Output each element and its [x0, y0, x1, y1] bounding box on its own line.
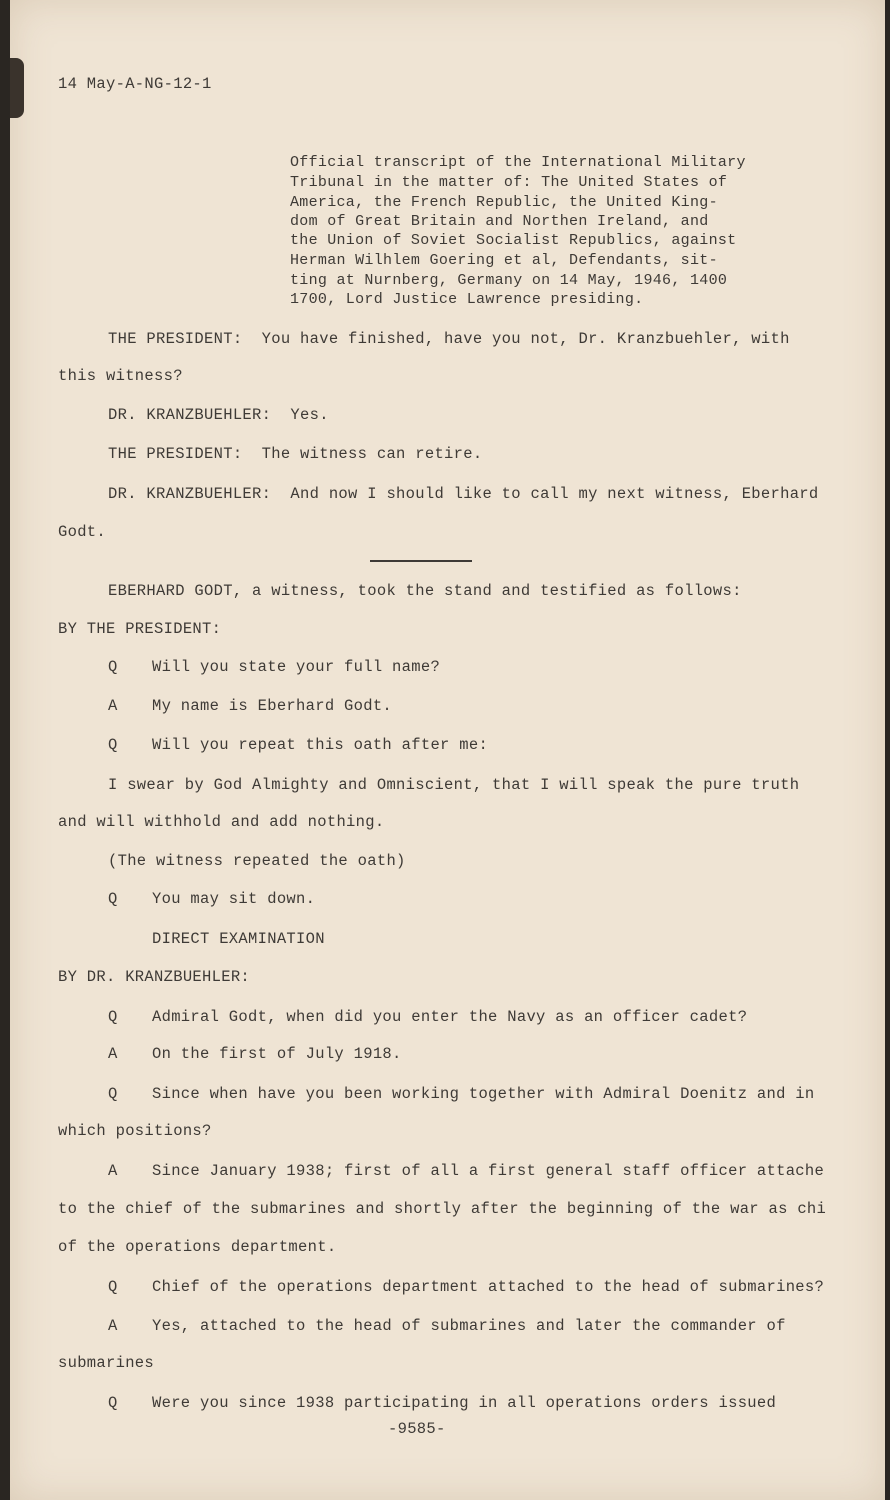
q-marker: Q [108, 736, 118, 754]
question-3: You may sit down. [152, 890, 316, 908]
caption-line-4: dom of Great Britain and Northen Ireland, and [290, 213, 709, 230]
question-5: Since when have you been working together with Admiral Doenitz and in [152, 1085, 815, 1103]
answer-6-cont: submarines [58, 1354, 155, 1372]
by-the-president: BY THE PRESIDENT: [58, 620, 222, 638]
q-marker: Q [108, 1085, 118, 1103]
answer-6: Yes, attached to the head of submarines and later the commander of [152, 1317, 786, 1335]
question-6: Chief of the operations department attached to the head of submarines? [152, 1278, 825, 1296]
question-5-cont: which positions? [58, 1122, 212, 1140]
paragraph-president-2: THE PRESIDENT: The witness can retire. [108, 445, 483, 463]
a-marker: A [108, 1045, 118, 1063]
caption-line-7: ting at Nurnberg, Germany on 14 May, 1946, 1400 [290, 272, 728, 289]
oath-note: (The witness repeated the oath) [108, 852, 406, 870]
question-1: Will you state your full name? [152, 658, 441, 676]
direct-examination-heading: DIRECT EXAMINATION [152, 930, 325, 948]
answer-1: My name is Eberhard Godt. [152, 697, 393, 715]
oath-text: I swear by God Almighty and Omniscient, that I will speak the pure truth [108, 776, 800, 794]
witness-intro: EBERHARD GODT, a witness, took the stand and testified as follows: [108, 582, 742, 600]
caption-line-6: Herman Wilhlem Goering et al, Defendants, sit- [290, 252, 718, 269]
q-marker: Q [108, 1278, 118, 1296]
section-divider [370, 560, 472, 562]
caption-line-1: Official transcript of the International Military [290, 154, 746, 171]
question-2: Will you repeat this oath after me: [152, 736, 489, 754]
by-dr-kranzbuehler: BY DR. KRANZBUEHLER: [58, 968, 251, 986]
caption-line-5: the Union of Soviet Socialist Republics, against [290, 232, 737, 249]
torn-edge [10, 58, 24, 118]
caption-line-3: America, the French Republic, the United King- [290, 194, 718, 211]
page-number: -9585- [388, 1420, 446, 1438]
q-marker: Q [108, 1394, 118, 1412]
oath-text-cont: and will withhold and add nothing. [58, 813, 385, 831]
a-marker: A [108, 1162, 118, 1180]
answer-5: Since January 1938; first of all a first general staff officer attache [152, 1162, 825, 1180]
q-marker: Q [108, 890, 118, 908]
q-marker: Q [108, 1008, 118, 1026]
answer-5-cont-1: to the chief of the submarines and shortly after the beginning of the war as chi [58, 1200, 827, 1218]
paragraph-president-1: THE PRESIDENT: You have finished, have you not, Dr. Kranzbuehler, with [108, 330, 790, 348]
a-marker: A [108, 697, 118, 715]
paragraph-kranzbuehler-2: DR. KRANZBUEHLER: And now I should like to call my next witness, Eberhard [108, 485, 819, 503]
caption-line-8: 1700, Lord Justice Lawrence presiding. [290, 291, 644, 308]
paragraph-president-1-cont: this witness? [58, 367, 183, 385]
q-marker: Q [108, 658, 118, 676]
paragraph-kranzbuehler-2-cont: Godt. [58, 523, 107, 541]
answer-4: On the first of July 1918. [152, 1045, 402, 1063]
paragraph-kranzbuehler-1: DR. KRANZBUEHLER: Yes. [108, 406, 329, 424]
question-7: Were you since 1938 participating in all operations orders issued [152, 1394, 777, 1412]
answer-5-cont-2: of the operations department. [58, 1238, 337, 1256]
a-marker: A [108, 1317, 118, 1335]
caption-line-2: Tribunal in the matter of: The United States of [290, 174, 728, 191]
question-4: Admiral Godt, when did you enter the Navy as an officer cadet? [152, 1008, 748, 1026]
document-code: 14 May-A-NG-12-1 [58, 75, 212, 93]
